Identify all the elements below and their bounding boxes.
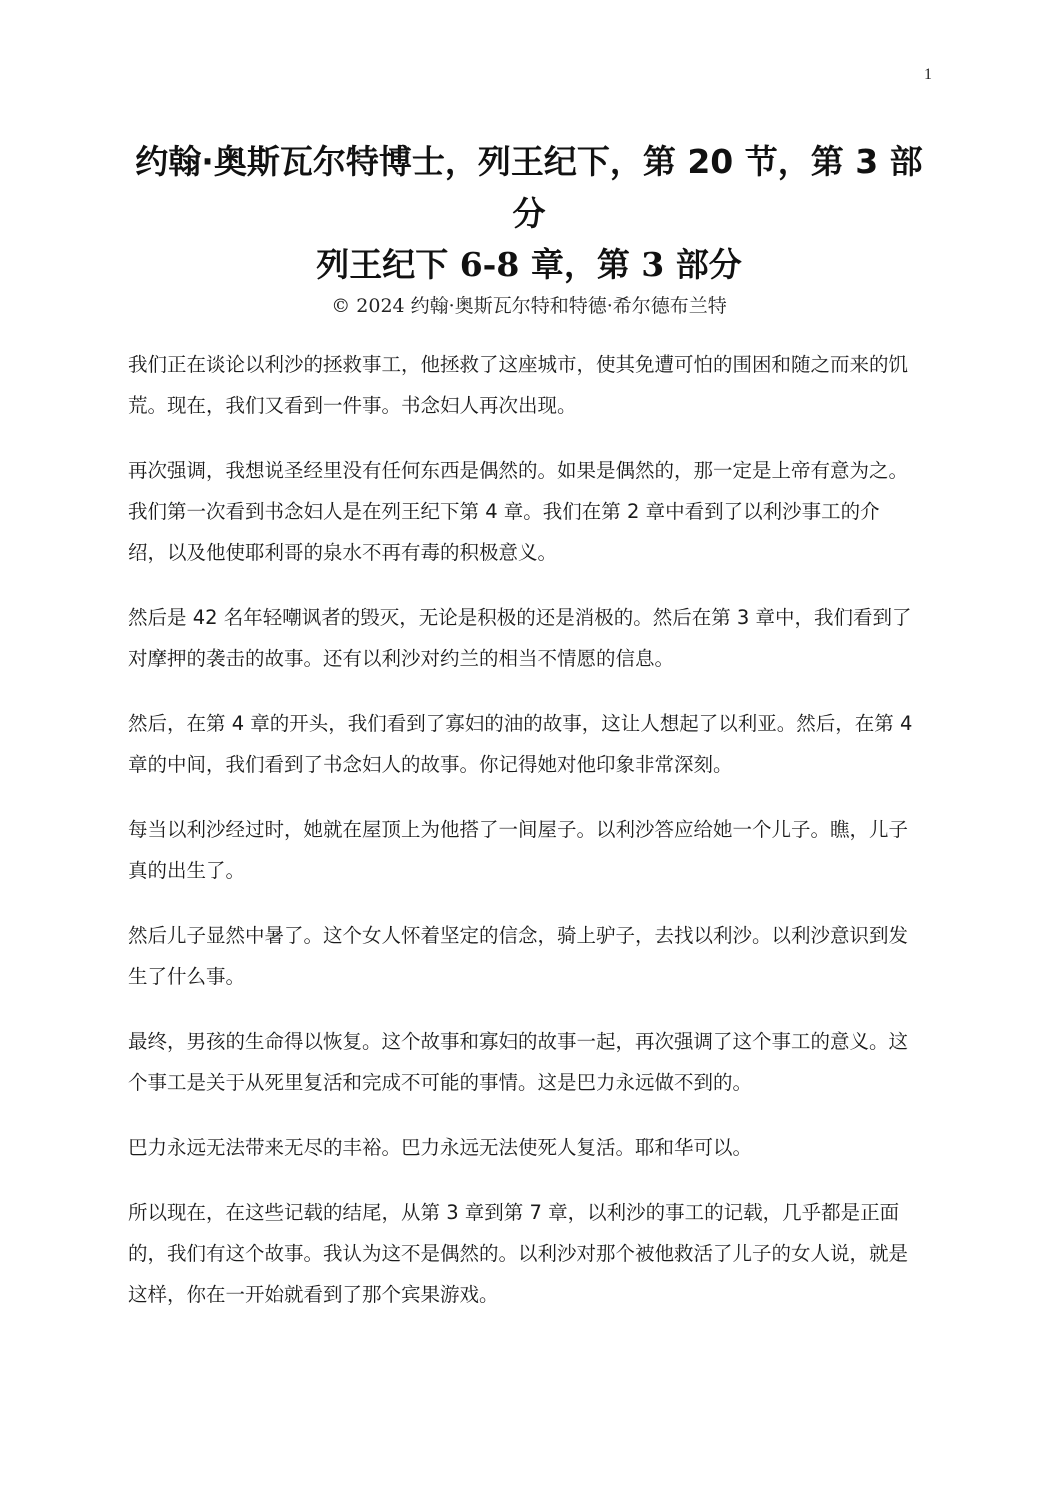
document-title: 约翰·奥斯瓦尔特博士，列王纪下，第 20 节，第 3 部分 [135, 142, 923, 233]
paragraph: 我们正在谈论以利沙的拯救事工，他拯救了这座城市，使其免遭可怕的围困和随之而来的饥荒。现在，我们又看到一件事。书念妇人再次出现。 [128, 353, 909, 417]
paragraph: 所以现在，在这些记载的结尾，从第 3 章到第 7 章，以利沙的事工的记载，几乎都是正面的，我们有这个故事。我认为这不是偶然的。以利沙对那个被他救活了儿子的女人说，就是这样，你在一开始就看到了那个宾果游戏。 [128, 1201, 909, 1306]
paragraph: 每当以利沙经过时，她就在屋顶上为他搭了一间屋子。以利沙答应给她一个儿子。瞧，儿子真的出生了。 [128, 818, 909, 882]
paragraph: 然后，在第 4 章的开头，我们看到了寡妇的油的故事，这让人想起了以利亚。然后，在第 4 章的中间，我们看到了书念妇人的故事。你记得她对他印象非常深刻。 [128, 712, 913, 776]
document-header [128, 136, 930, 322]
paragraph: 再次强调，我想说圣经里没有任何东西是偶然的。如果是偶然的，那一定是上帝有意为之。我们第一次看到书念妇人是在列王纪下第 4 章。我们在第 2 章中看到了以利沙事工的介绍，以及他使耶利哥的泉水不再有毒的积极意义。 [128, 459, 909, 564]
document-subtitle: 列王纪下 6-8 章，第 3 部分 [316, 245, 742, 284]
paragraph: 然后是 42 名年轻嘲讽者的毁灭，无论是积极的还是消极的。然后在第 3 章中，我们看到了对摩押的袭击的故事。还有以利沙对约兰的相当不情愿的信息。 [128, 606, 912, 670]
page-number: 1 [924, 66, 932, 83]
paragraph: 最终，男孩的生命得以恢复。这个故事和寡妇的故事一起，再次强调了这个事工的意义。这个事工是关于从死里复活和完成不可能的事情。这是巴力永远做不到的。 [128, 1030, 909, 1094]
document-body [128, 344, 918, 1339]
copyright-line: © 2024 约翰·奥斯瓦尔特和特德·希尔德布兰特 [331, 295, 727, 317]
paragraph: 然后儿子显然中暑了。这个女人怀着坚定的信念，骑上驴子，去找以利沙。以利沙意识到发生了什么事。 [128, 924, 909, 988]
paragraph: 巴力永远无法带来无尽的丰裕。巴力永远无法使死人复活。耶和华可以。 [128, 1136, 753, 1159]
